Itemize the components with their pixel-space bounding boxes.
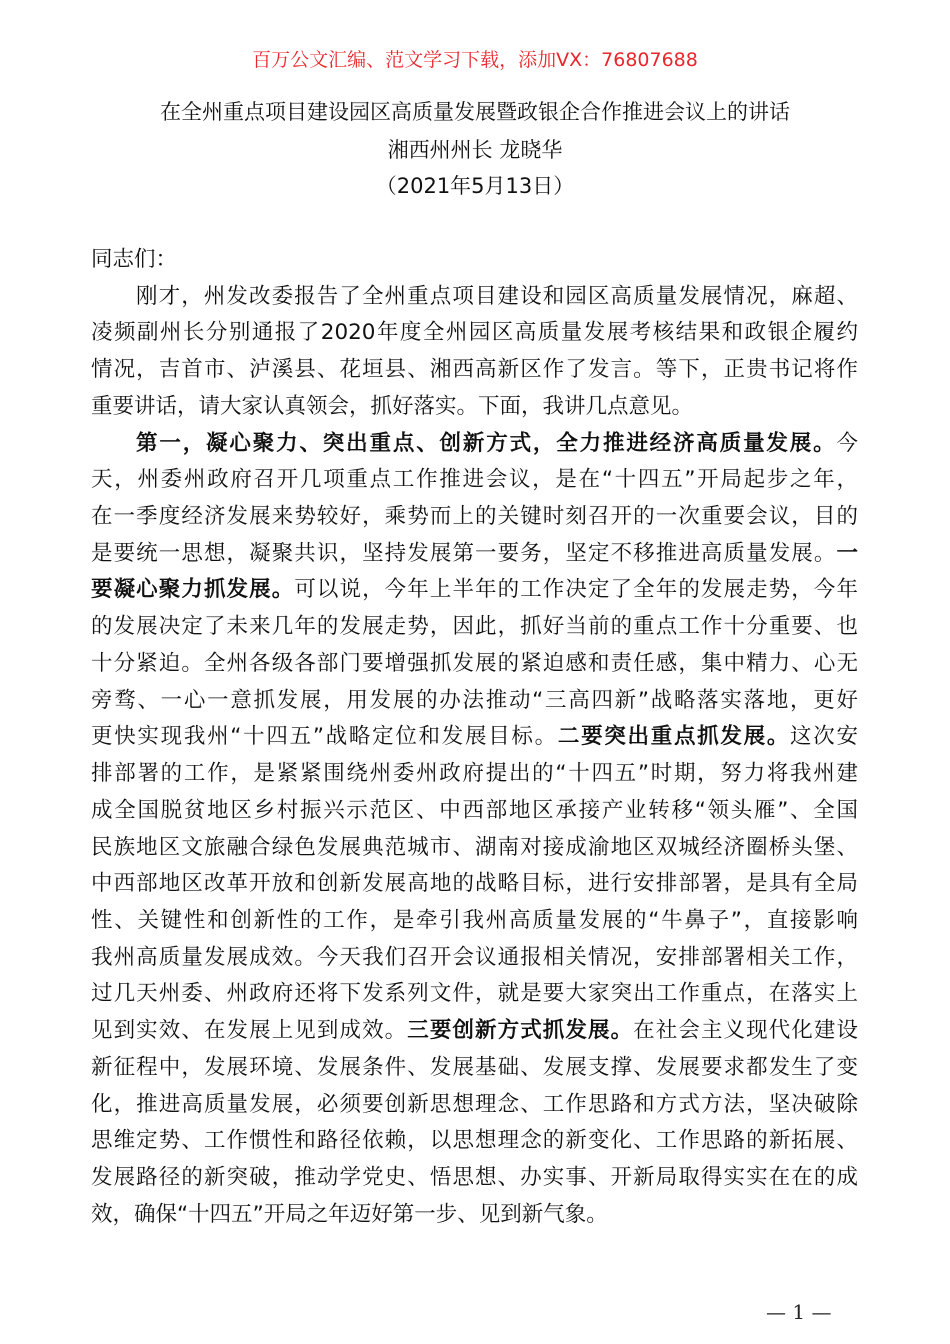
text-line <box>91 830 858 867</box>
text-line <box>91 719 858 756</box>
page-number: — 1 — <box>766 1300 832 1324</box>
text-line <box>91 242 858 279</box>
text-line <box>91 499 858 536</box>
text-line <box>91 903 858 940</box>
body-text: 旁骛、一心一意抓发展，用发展的办法推动“三高四新”战略落实落地，更好 <box>91 687 858 713</box>
bold-heading-text: 三要创新方式抓发展。 <box>407 1018 634 1044</box>
text-line <box>91 1050 858 1087</box>
text-line <box>91 866 858 903</box>
date-line: （2021年5月13日） <box>375 174 575 198</box>
body-text: 见到实效、在发展上见到成效。 <box>91 1018 408 1044</box>
text-line <box>91 756 858 793</box>
body-text: 是要统一思想，凝聚共识，坚持发展第一要务，坚定不移推进高质量发展。 <box>91 540 837 566</box>
text-line <box>91 793 858 830</box>
document-title: 在全州重点项目建设园区高质量发展暨政银企合作推进会议上的讲话 <box>160 100 790 124</box>
text-line <box>91 352 858 389</box>
body-text: 同志们： <box>91 247 178 272</box>
text-line <box>91 426 858 463</box>
bold-heading-text: 一 <box>836 540 858 566</box>
body-text: 刚才，州发改委报告了全州重点项目建设和园区高质量发展情况，麻超、 <box>136 283 858 309</box>
body-text: 新征程中，发展环境、发展条件、发展基础、发展支撑、发展要求都发生了变 <box>91 1054 858 1080</box>
body-text: 中西部地区改革开放和创新发展高地的战略目标，进行安排部署，是具有全局 <box>91 871 858 897</box>
body-text: 凌频副州长分别通报了2020年度全州园区高质量发展考核结果和政银企履约 <box>91 320 858 346</box>
document-body <box>91 242 858 1233</box>
body-text: 发展路径的新突破，推动学党史、悟思想、办实事、开新局取得实实在在的成 <box>91 1164 858 1190</box>
text-line <box>91 940 858 977</box>
body-text: 成全国脱贫地区乡村振兴示范区、中西部地区承接产业转移“领头雁”、全国 <box>91 797 858 823</box>
body-text: 思维定势、工作惯性和路径依赖，以思想理念的新变化、工作思路的新拓展、 <box>91 1128 858 1154</box>
body-text: 效，确保“十四五”开局之年迈好第一步、见到新气象。 <box>91 1201 608 1227</box>
text-line <box>91 609 858 646</box>
text-line <box>91 683 858 720</box>
body-text: 十分紧迫。全州各级各部门要增强抓发展的紧迫感和责任感，集中精力、心无 <box>91 650 858 676</box>
watermark-banner: 百万公文汇编、范文学习下载，添加VX：76807688 <box>252 49 698 71</box>
text-line <box>91 279 858 316</box>
bold-heading-text: 要凝心聚力抓发展。 <box>91 577 295 603</box>
body-text: 天，州委州政府召开几项重点工作推进会议，是在“十四五”开局起步之年， <box>91 467 858 493</box>
body-text: 性、关键性和创新性的工作，是牵引我州高质量发展的“牛鼻子”，直接影响 <box>91 907 858 933</box>
body-text: 可以说，今年上半年的工作决定了全年的发展走势，今年 <box>294 577 858 603</box>
body-text: 情况，吉首市、泸溪县、花垣县、湘西高新区作了发言。等下，正贵书记将作 <box>91 357 858 383</box>
text-line <box>91 462 858 499</box>
body-text: 这次安 <box>790 724 858 750</box>
text-line <box>91 646 858 683</box>
body-text: 民族地区文旅融合绿色发展典范城市、湖南对接成渝地区双城经济圈桥头堡、 <box>91 834 858 860</box>
text-line <box>91 1087 858 1124</box>
text-line <box>91 1160 858 1197</box>
body-text: 的发展决定了未来几年的发展走势，因此，抓好当前的重点工作十分重要、也 <box>91 614 858 640</box>
text-line <box>91 389 858 426</box>
body-text: 排部署的工作，是紧紧围绕州委州政府提出的“十四五”时期，努力将我州建 <box>91 761 858 787</box>
body-text: 化，推进高质量发展，必须要创新思想理念、工作思路和方式方法，坚决破除 <box>91 1091 858 1117</box>
body-text: 过几天州委、州政府还将下发系列文件，就是要大家突出工作重点，在落实上 <box>91 981 858 1007</box>
bold-heading-text: 第一，凝心聚力、突出重点、创新方式，全力推进经济高质量发展。 <box>136 430 837 456</box>
text-line <box>91 536 858 573</box>
author-line: 湘西州州长 龙晓华 <box>387 138 563 162</box>
text-line <box>91 315 858 352</box>
text-line <box>91 572 858 609</box>
body-text: 重要讲话，请大家认真领会，抓好落实。下面，我讲几点意见。 <box>91 393 694 419</box>
body-text: 更快实现我州“十四五”战略定位和发展目标。 <box>91 724 558 750</box>
body-text: 在一季度经济发展来势较好，乘势而上的关键时刻召开的一次重要会议，目的 <box>91 504 858 530</box>
body-text: 今 <box>836 430 858 456</box>
bold-heading-text: 二要突出重点抓发展。 <box>557 724 791 750</box>
text-line <box>91 976 858 1013</box>
body-text: 我州高质量发展成效。今天我们召开会议通报相关情况，安排部署相关工作， <box>91 944 858 970</box>
text-line <box>91 1123 858 1160</box>
text-line <box>91 1197 858 1234</box>
text-line <box>91 1013 858 1050</box>
body-text: 在社会主义现代化建设 <box>633 1018 858 1044</box>
